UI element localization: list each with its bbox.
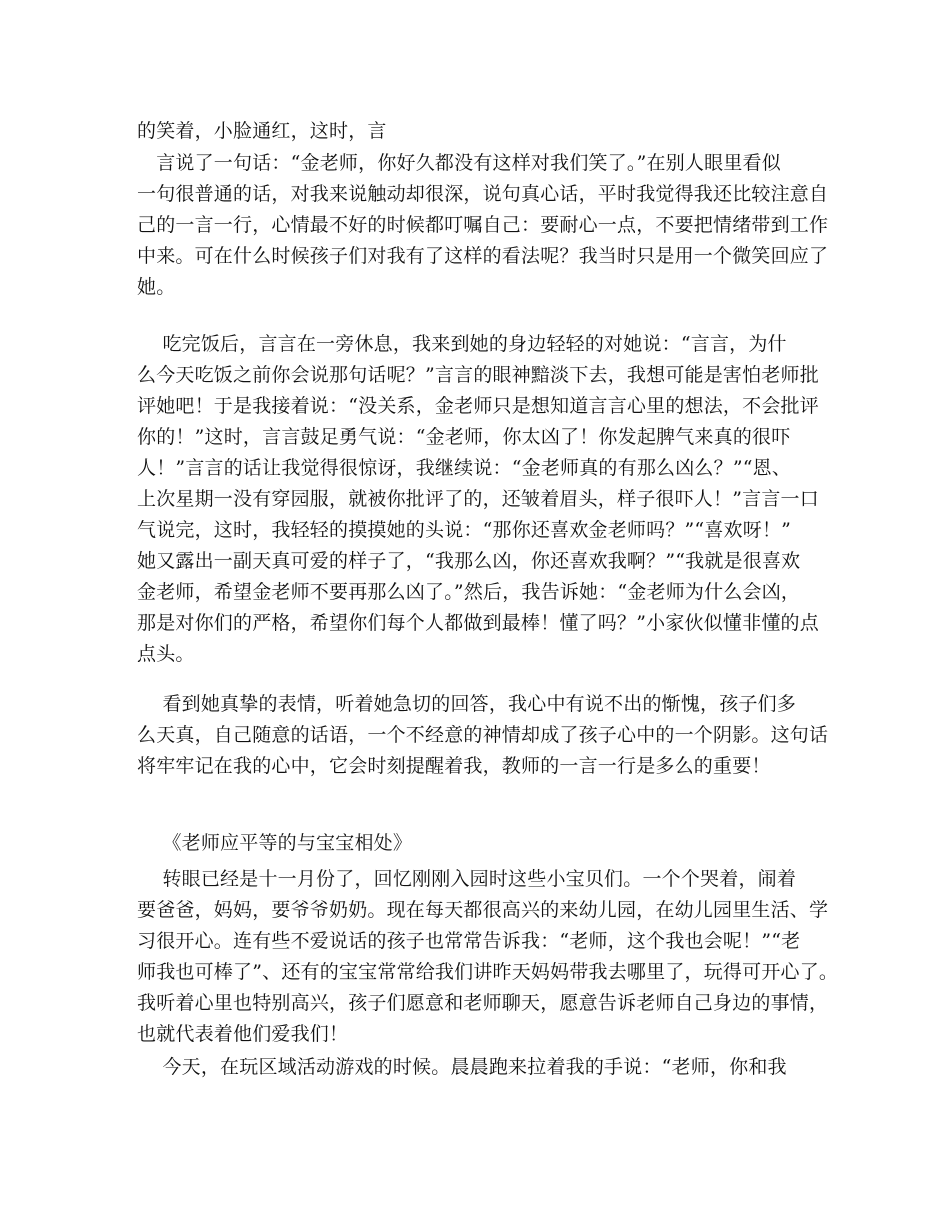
text-line: 那是对你们的严格，希望你们每个人都做到最棒！懂了吗？”小家伙似懂非懂的点 <box>137 612 819 634</box>
text-line: 言说了一句话：“金老师，你好久都没有这样对我们笑了。”在别人眼里看似 <box>137 152 781 174</box>
text-line: 一句很普通的话，对我来说触动却很深，说句真心话，平时我觉得我还比较注意自 <box>137 183 829 205</box>
paragraph <box>137 1052 827 1083</box>
text-line: 你的！”这时，言言鼓足勇气说：“金老师，你太凶了！你发起脾气来真的很吓 <box>137 426 791 448</box>
text-line: 要爸爸，妈妈，要爷爷奶奶。现在每天都很高兴的来幼儿园，在幼儿园里生活、学 <box>137 899 829 921</box>
text-line: 金老师，希望金老师不要再那么凶了。”然后，我告诉她：“金老师为什么会凶， <box>137 581 801 603</box>
paragraph <box>137 329 827 670</box>
text-line: 吃完饭后，言言在一旁休息，我来到她的身边轻轻的对她说：“言言，为什 <box>137 333 787 355</box>
text-line: 师我也可棒了”、还有的宝宝常常给我们讲昨天妈妈带我去哪里了，玩得可开心了。 <box>137 961 839 983</box>
text-line: 评她吧！于是我接着说：“没关系，金老师只是想知道言言心里的想法，不会批评 <box>137 395 819 417</box>
text-line: 气说完，这时，我轻轻的摸摸她的头说：“那你还喜欢金老师吗？”“喜欢呀！” <box>137 519 792 541</box>
text-line: 《老师应平等的与宝宝相处》 <box>137 832 413 854</box>
text-line: 习很开心。连有些不爱说话的孩子也常常告诉我：“老师，这个我也会呢！”“老 <box>137 930 801 952</box>
text-line: 上次星期一没有穿园服，就被你批评了的，还皱着眉头，样子很吓人！”言言一口 <box>137 488 819 510</box>
text-line: 我听着心里也特别高兴，孩子们愿意和老师聊天，愿意告诉老师自己身边的事情， <box>137 992 829 1014</box>
text-line: 么天真，自己随意的话语，一个不经意的神情却成了孩子心中的一个阴影。这句话 <box>137 724 829 746</box>
section-title <box>137 828 827 859</box>
text-line: 今天，在玩区域活动游戏的时候。晨晨跑来拉着我的手说：“老师，你和我 <box>137 1056 787 1078</box>
text-line: 的笑着，小脸通红，这时，言 <box>137 120 387 142</box>
text-line: 看到她真挚的表情，听着她急切的回答，我心中有说不出的惭愧，孩子们多 <box>137 693 797 715</box>
text-line: 点头。 <box>137 643 195 665</box>
text-line: 己的一言一行，心情最不好的时候都叮嘱自己：要耐心一点，不要把情绪带到工作 <box>137 214 829 236</box>
text-line: 将牢牢记在我的心中，它会时刻提醒着我，教师的一言一行是多么的重要！ <box>137 755 771 777</box>
text-line: 人！”言言的话让我觉得很惊讶，我继续说：“金老师真的有那么凶么？”“恩、 <box>137 457 792 479</box>
paragraph <box>137 116 827 147</box>
text-line: 中来。可在什么时候孩子们对我有了这样的看法呢？我当时只是用一个微笑回应了 <box>137 245 829 267</box>
text-line: 也就代表着他们爱我们！ <box>137 1023 349 1045</box>
paragraph <box>137 864 839 1050</box>
paragraph <box>137 148 827 303</box>
text-line: 她。 <box>137 276 176 298</box>
text-line: 她又露出一副天真可爱的样子了，“我那么凶，你还喜欢我啊？”“我就是很喜欢 <box>137 550 801 572</box>
text-line: 转眼已经是十一月份了，回忆刚刚入园时这些小宝贝们。一个个哭着，闹着 <box>137 868 797 890</box>
text-line: 么今天吃饭之前你会说那句话呢？”言言的眼神黯淡下去，我想可能是害怕老师批 <box>137 364 819 386</box>
paragraph <box>137 689 827 782</box>
